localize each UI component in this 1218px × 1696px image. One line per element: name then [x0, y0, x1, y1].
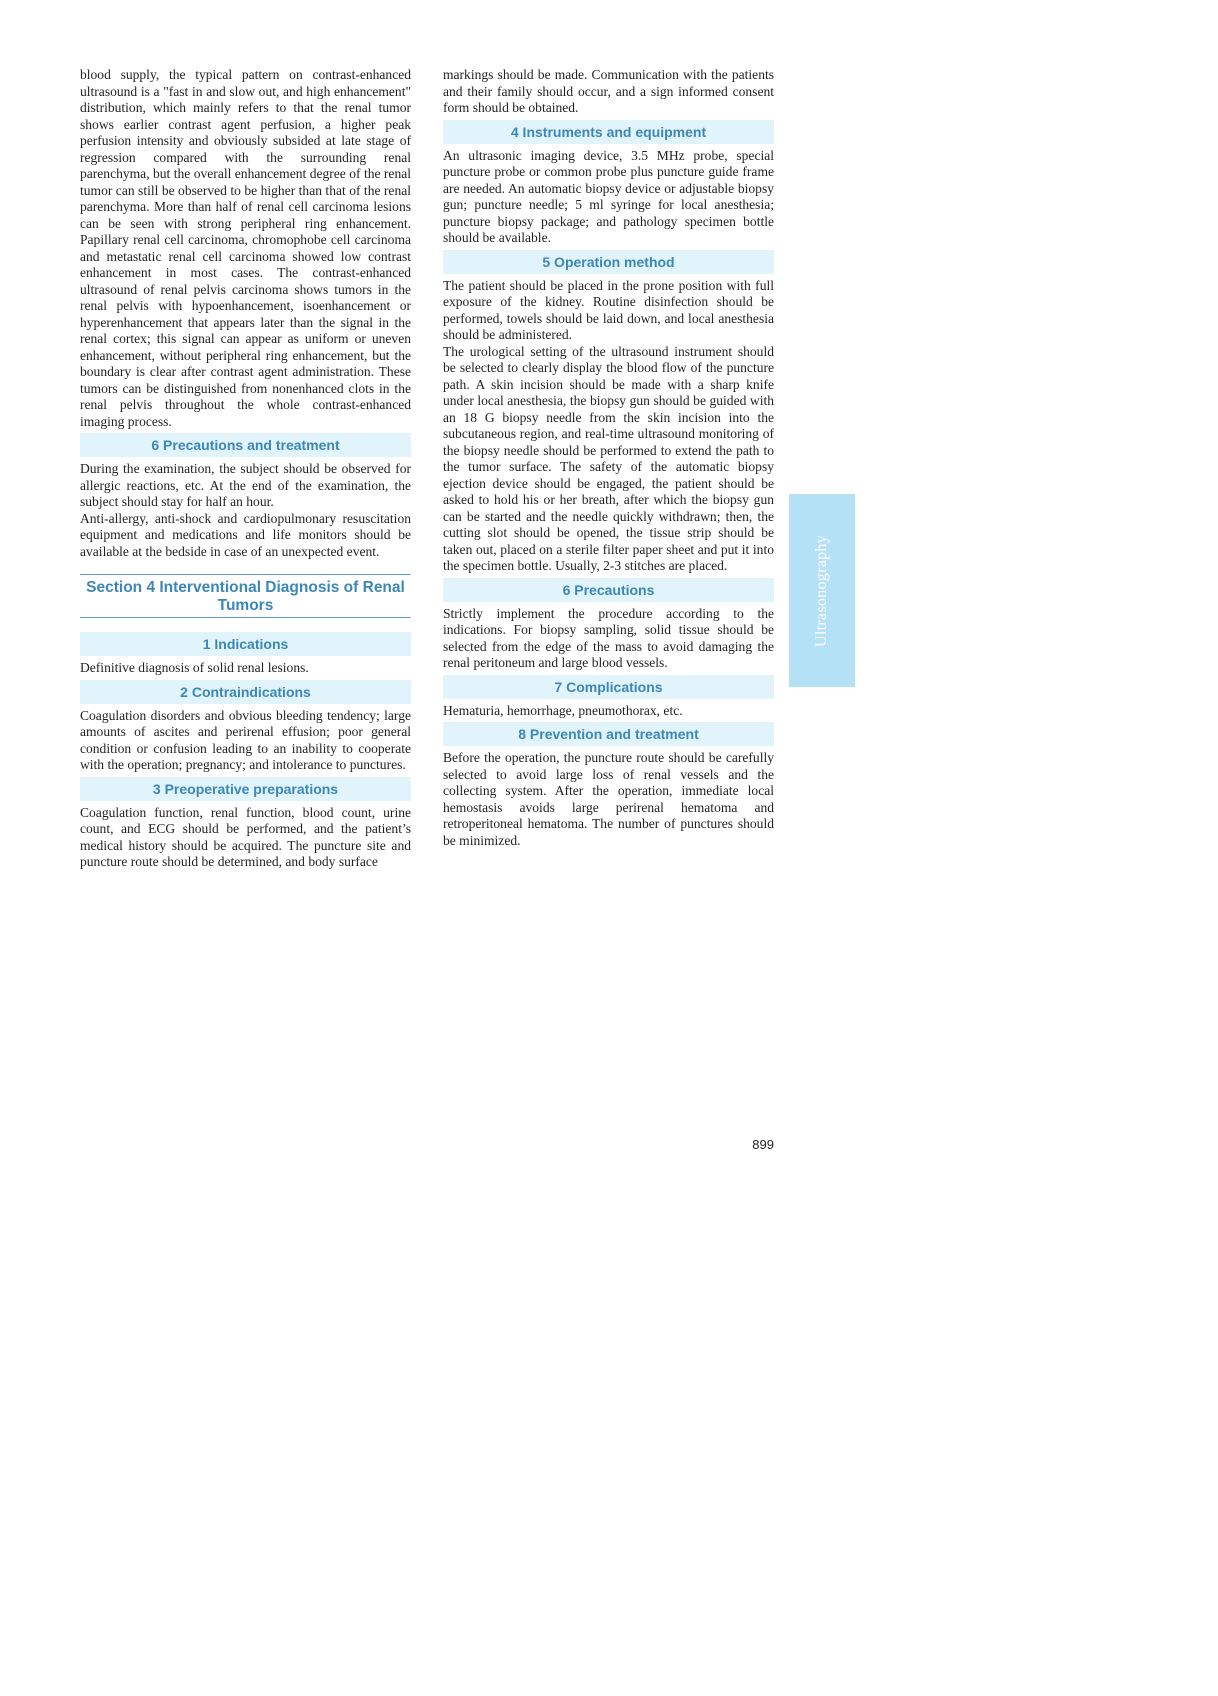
- indications-heading: 1 Indications: [80, 632, 411, 656]
- contraindications-text: Coagulation disorders and obvious bleeding tendency; large amounts of ascites and perirenal effusion; poor general condition or confusion leading to an inability to cooperate with the operation; pregnancy; and intolerance to punctures.: [80, 707, 411, 772]
- prevention-text: Before the operation, the puncture route should be carefully selected to avoid large loss of renal vessels and the collecting system. After the operation, immediate local hemostasis avoids large perirenal hematoma and retroperitoneal hematoma. The number of punctures should be minimized.: [443, 750, 774, 848]
- precautions-paragraph-1: During the examination, the subject should be observed for allergic reactions, etc. At the end of the examination, the subject should stay for half an hour.: [80, 461, 411, 509]
- operation-paragraph-2: The urological setting of the ultrasound instrument should be selected to clearly display the blood flow of the puncture path. A skin incision should be made with a sharp knife under local anesthesia, the biopsy gun should be guided with an 18 G biopsy needle from the skin incision into the subcutaneous region, and real-time ultrasound monitoring of the biopsy needle should be performed to extend the path to the tumor surface. The safety of the automatic biopsy ejection device should be engaged, the patient should be asked to hold his or her breath, after which the biopsy gun can be started and the needle quickly withdrawn; then, the cutting slot should be opened, the tissue strip should be taken out, placed on a sterile filter paper sheet and put it into the specimen bottle. Usually, 2-3 stitches are placed.: [443, 343, 774, 573]
- preoperative-text: Coagulation function, renal function, blood count, urine count, and ECG should be performed, and the patient’s medical history should be acquired. The puncture site and puncture route should be determined, and body surface: [80, 804, 411, 869]
- precautions-treatment-heading: 6 Precautions and treatment: [80, 433, 411, 457]
- instruments-heading: 4 Instruments and equipment: [443, 120, 774, 144]
- right-column: [443, 67, 774, 849]
- page-number: 899: [752, 1137, 774, 1152]
- left-column: [80, 67, 411, 871]
- section-4-heading: Section 4 Interventional Diagnosis of Renal Tumors: [80, 574, 411, 618]
- precautions-text: Strictly implement the procedure according to the indications. For biopsy sampling, solid tissue should be selected from the edge of the mass to avoid damaging the renal peritoneum and large blood vessels.: [443, 605, 774, 670]
- instruments-text: An ultrasonic imaging device, 3.5 MHz probe, special puncture probe or common probe plus puncture guide frame are needed. An automatic biopsy device or adjustable biopsy gun; puncture needle; 5 ml syringe for local anesthesia; puncture biopsy package; and pathology specimen bottle should be available.: [443, 147, 774, 245]
- intro-paragraph: blood supply, the typical pattern on contrast-enhanced ultrasound is a "fast in and slow out, and high enhancement" distribution, which mainly refers to that the renal tumor shows earlier contrast agent perfusion, a higher peak perfusion intensity and obviously subsided at late stage of regression compared with the surrounding renal parenchyma, but the overall enhancement degree of the renal tumor can still be observed to be higher than that of the renal parenchyma. More than half of renal cell carcinoma lesions can be seen with strong peripheral ring enhancement. Papillary renal cell carcinoma, chromophobe cell carcinoma and metastatic renal cell carcinoma showed low contrast enhancement in most cases. The contrast-enhanced ultrasound of renal pelvis carcinoma shows tumors in the renal pelvis with hypoenhancement, isoenhancement or hyperenhancement that appears later than the signal in the renal cortex; this signal can appear as uniform or uneven enhancement, without peripheral ring enhancement, but the boundary is clear after contrast agent administration. These tumors can be distinguished from nonenhanced clots in the renal pelvis throughout the whole contrast-enhanced imaging process.: [80, 67, 411, 429]
- preoperative-heading: 3 Preoperative preparations: [80, 777, 411, 801]
- precautions-paragraph-2: Anti-allergy, anti-shock and cardiopulmonary resuscitation equipment and medications and life monitors should be available at the bedside in case of an unexpected event.: [80, 510, 411, 559]
- operation-method-heading: 5 Operation method: [443, 250, 774, 274]
- chapter-side-tab: [789, 494, 855, 687]
- prevention-heading: 8 Prevention and treatment: [443, 722, 774, 746]
- operation-paragraph-1: The patient should be placed in the prone position with full exposure of the kidney. Routine disinfection should be performed, towels should be laid down, and local anesthesia should be administered.: [443, 277, 774, 342]
- precautions-heading: 6 Precautions: [443, 578, 774, 602]
- complications-heading: 7 Complications: [443, 675, 774, 699]
- continuation-paragraph: markings should be made. Communication with the patients and their family should occur, and a sign informed consent form should be obtained.: [443, 67, 774, 115]
- contraindications-heading: 2 Contraindications: [80, 680, 411, 704]
- complications-text: Hematuria, hemorrhage, pneumothorax, etc.: [443, 702, 683, 718]
- chapter-side-tab-label: Ultrasonography: [813, 534, 830, 647]
- indications-text: Definitive diagnosis of solid renal lesions.: [80, 660, 309, 675]
